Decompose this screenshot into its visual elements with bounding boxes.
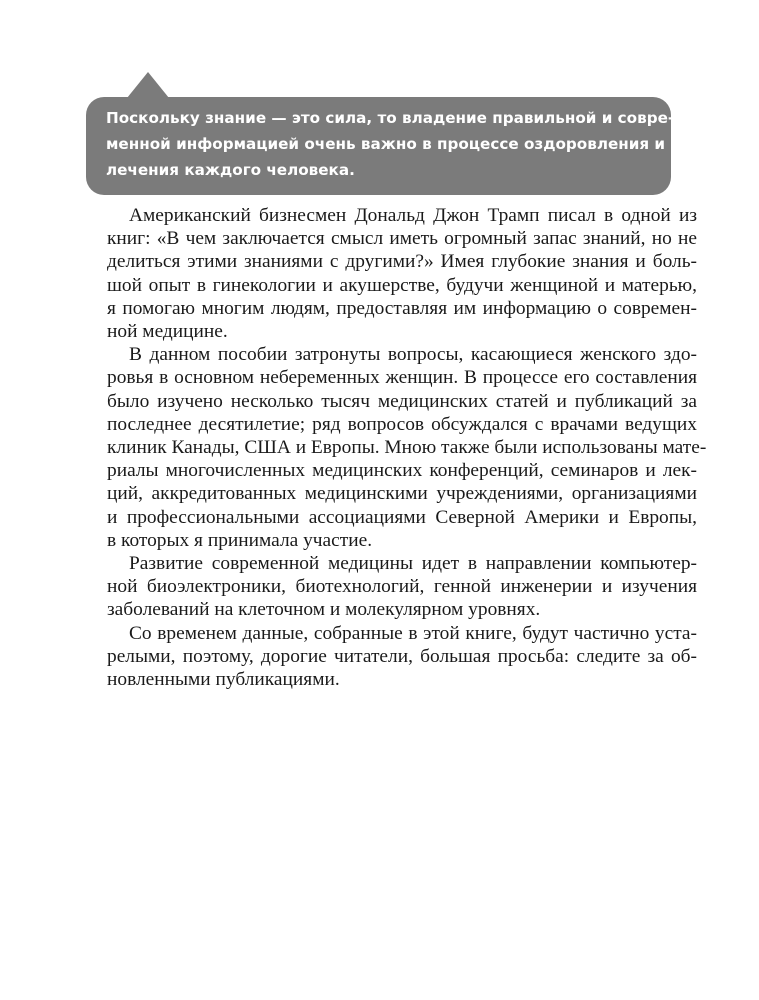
text-line: новленными публикациями. bbox=[107, 669, 340, 691]
text-line: я помогаю многим людям, предоставляя им информацию о современ- bbox=[107, 297, 697, 319]
paragraph-3 bbox=[107, 552, 697, 622]
callout-line: менной информацией очень важно в процессе оздоровления и bbox=[106, 135, 666, 153]
text-line: книг: «В чем заключается смысл иметь огромный запас знаний, но не bbox=[107, 228, 697, 250]
callout-box bbox=[86, 97, 675, 195]
text-line: ной биоэлектроники, биотехнологий, генной инженерии и изучения bbox=[107, 576, 697, 598]
paragraph-4 bbox=[107, 622, 697, 692]
callout-line: Поскольку знание — это сила, то владение правильной и совре- bbox=[106, 109, 675, 127]
text-line: было изучено несколько тысяч медицинских статей и публикаций за bbox=[107, 390, 697, 412]
text-line: и профессиональными ассоциациями Северной Америки и Европы, bbox=[107, 506, 697, 528]
text-line: ций, аккредитованных медицинскими учреждениями, организациями bbox=[107, 483, 697, 505]
text-line: в которых я принимала участие. bbox=[107, 529, 373, 551]
text-line: ной медицине. bbox=[107, 321, 228, 343]
text-line: релыми, поэтому, дорогие читатели, большая просьба: следите за об- bbox=[107, 645, 697, 667]
text-line: ровья в основном небеременных женщин. В процессе его составления bbox=[107, 367, 697, 389]
text-line: шой опыт в гинекологии и акушерстве, будучи женщиной и матерью, bbox=[107, 274, 697, 296]
body-text bbox=[107, 204, 707, 691]
paragraph-1 bbox=[107, 204, 697, 343]
text-line: последнее десятилетие; ряд вопросов обсуждался с врачами ведущих bbox=[107, 413, 697, 435]
text-line: клиник Канады, США и Европы. Мною также были использованы мате- bbox=[107, 437, 707, 459]
text-line: Американский бизнесмен Дональд Джон Трамп писал в одной из bbox=[129, 205, 697, 226]
text-line: делиться этими знаниями с другими?» Имея глубокие знания и боль- bbox=[107, 251, 697, 273]
text-line: Со временем данные, собранные в этой книге, будут частично уста- bbox=[129, 622, 697, 644]
text-line: заболеваний на клеточном и молекулярном уровнях. bbox=[107, 599, 541, 621]
text-line: Развитие современной медицины идет в направлении компьютер- bbox=[129, 553, 697, 575]
text-line: В данном пособии затронуты вопросы, касающиеся женского здо- bbox=[129, 344, 697, 366]
callout-line: лечения каждого человека. bbox=[106, 161, 355, 179]
callout-pointer bbox=[127, 72, 169, 98]
text-line: риалы многочисленных медицинских конференций, семинаров и лек- bbox=[107, 460, 697, 482]
paragraph-2 bbox=[107, 343, 707, 552]
callout-text bbox=[106, 105, 675, 183]
